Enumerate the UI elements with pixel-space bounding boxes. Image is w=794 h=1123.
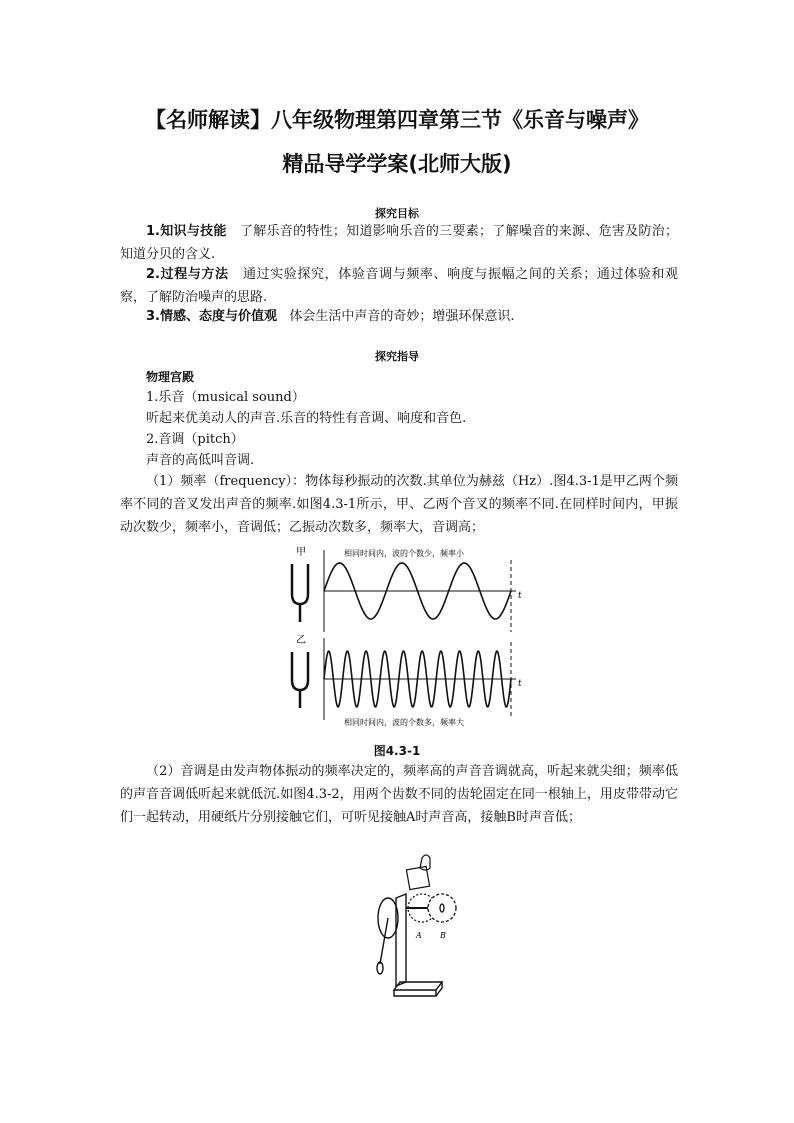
figure-tuning-fork-waves bbox=[280, 542, 530, 732]
item-musical-sound: 1.乐音（musical sound） bbox=[146, 390, 305, 405]
waveform-yi bbox=[324, 651, 511, 707]
goal-process bbox=[120, 263, 678, 309]
axis-t-bottom: t bbox=[518, 679, 522, 689]
label-jia: 甲 bbox=[296, 547, 306, 558]
goal-label: 3.情感、态度与价值观 bbox=[146, 309, 277, 324]
goal-label: 2.过程与方法 bbox=[146, 267, 229, 282]
subheading-physics-palace: 物理宫殿 bbox=[146, 370, 195, 384]
doc-title-line1: 【名师解读】八年级物理第四章第三节《乐音与噪声》 bbox=[145, 108, 649, 132]
figure-gear-apparatus bbox=[360, 850, 470, 1005]
hand-card-icon bbox=[406, 855, 430, 890]
goal-label: 1.知识与技能 bbox=[146, 224, 227, 239]
paragraph-frequency: （1）频率（frequency）：物体每秒振动的次数.其单位为赫兹（Hz）.图4.3-1是甲乙两个频率不同的音叉发出声音的频率.如图4.3-1所示，甲、乙两个音叉的频率不同.在同样时间内，甲振动次数少，频率小，音调低；乙振动次数多，频率大，音调高； bbox=[120, 474, 678, 535]
figure-caption: 图4.3-1 bbox=[373, 744, 421, 758]
section-heading-goals: 探究目标 bbox=[375, 207, 419, 220]
tuning-fork-yi-icon bbox=[292, 652, 308, 708]
goal-attitude bbox=[120, 305, 678, 328]
tuning-fork-jia-icon bbox=[292, 564, 308, 622]
gear-b-icon bbox=[428, 894, 456, 922]
goal-text: 体会生活中声音的奇妙；增强环保意识. bbox=[289, 309, 515, 324]
doc-title-line2: 精品导学学案(北师大版) bbox=[282, 152, 512, 176]
paragraph-pitch: （2）音调是由发声物体振动的频率决定的，频率高的声音音调就高，听起来就尖细；频率低的声音音调低听起来就低沉.如图4.3-2，用两个齿数不同的齿轮固定在同一根轴上，用皮带带动它们一起转动，用硬纸片分别接触它们，可听见接触A时声音高，接触B时声音低； bbox=[120, 764, 678, 825]
gear-label-b: B bbox=[440, 931, 446, 940]
goal-text: 了解乐音的特性；知道影响乐音的三要素；了解噪音的来源、危害及防治；知道分贝的含义. bbox=[120, 224, 678, 262]
item-pitch-desc: 声音的高低叫音调. bbox=[146, 453, 255, 468]
crank-handle-icon bbox=[377, 898, 398, 974]
axis-t-top: t bbox=[518, 591, 522, 601]
item-musical-sound-desc: 听起来优美动人的声音.乐音的特性有音调、响度和音色. bbox=[146, 411, 467, 426]
section-heading-guide: 探究指导 bbox=[375, 350, 419, 363]
caption-bottom: 相同时间内，波的个数多，频率大 bbox=[344, 718, 464, 727]
label-yi: 乙 bbox=[296, 635, 306, 646]
goal-knowledge bbox=[120, 220, 678, 266]
gear-label-a: A bbox=[416, 931, 422, 940]
caption-top: 相同时间内，波的个数少，频率小 bbox=[344, 549, 464, 558]
goal-text: 通过实验探究，体验音调与频率、响度与振幅之间的关系；通过体验和观察，了解防治噪声的思路. bbox=[120, 267, 678, 305]
item-pitch: 2.音调（pitch） bbox=[146, 432, 244, 447]
